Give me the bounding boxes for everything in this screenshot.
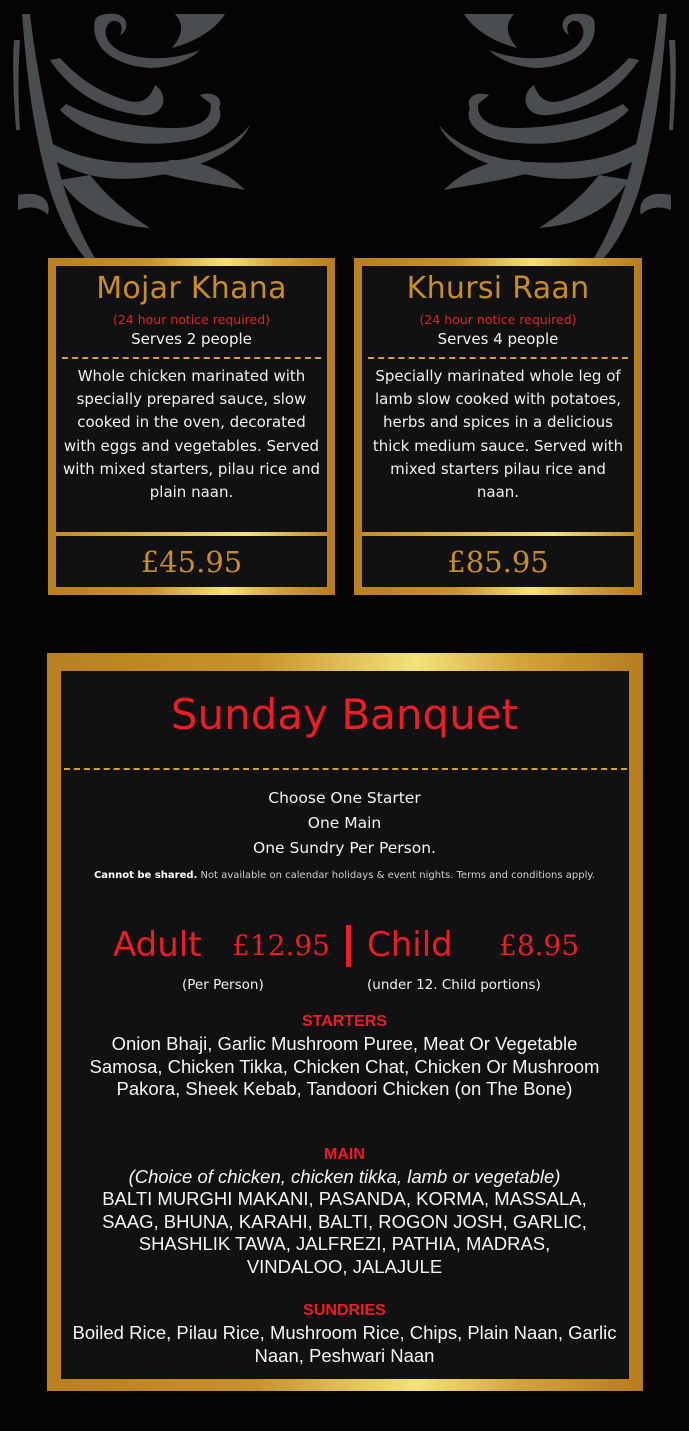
price-separator [346,925,351,967]
adult-price: £12.95 [232,929,330,962]
choose-line-3: One Sundry Per Person. [253,839,436,857]
section-heading-sundries: SUNDRIES [303,1302,386,1319]
dotted-divider [368,357,628,359]
section-body-sundries: Boiled Rice, Pilau Rice, Mushroom Rice, Chips, Plain Naan, Garlic Naan, Peshwari Naan [72,1322,617,1366]
banquet-title: Sunday Banquet [170,690,519,739]
adult-note: (Per Person) [182,977,264,993]
terms-rest: Not available on calendar holidays & event nights. Terms and conditions apply. [197,870,596,881]
dish-title: Mojar Khana [96,271,287,306]
section-heading-starters: STARTERS [301,1013,388,1030]
dish-price: £85.95 [447,545,549,579]
dish-card-khursi-raan [354,258,642,595]
section-note-main: (Choice of chicken, chicken tikka, lamb or vegetable) [128,1166,561,1187]
dotted-divider [62,357,321,359]
dotted-divider [64,768,627,770]
dish-title: Khursi Raan [406,271,590,306]
dish-description: Specially marinated whole leg of lamb slow cooked with potatoes, herbs and spices in a delicious thick medium sauce. Served with mixed starters pilau rice and naan. [372,367,624,502]
floral-flourish-icon [429,0,689,260]
notice-text: (24 hour notice required) [419,312,577,327]
child-note: (under 12. Child portions) [367,977,541,993]
terms-text [70,868,619,883]
serves-text: Serves 4 people [437,330,559,348]
gold-divider [56,532,327,536]
choose-line-2: One Main [307,814,382,832]
terms-bold: Cannot be shared. [93,870,198,881]
section-body-starters: Onion Bhaji, Garlic Mushroom Puree, Meat Or Vegetable Samosa, Chicken Tikka, Chicken Chat, Chicken Or Mushroom Pakora, Sheek Kebab, Tandoori Chicken (on The Bone) [89,1033,600,1099]
section-heading-main: MAIN [324,1146,365,1163]
section-body-main: BALTI MURGHI MAKANI, PASANDA, KORMA, MASSALA, SAAG, BHUNA, KARAHI, BALTI, ROGON JOSH, GARLIC, SHASHLIK TAWA, JALFREZI, PATHIA, MADRAS, VINDALOO, JALAJULE [102,1188,587,1277]
serves-text: Serves 2 people [131,330,252,348]
dish-description: Whole chicken marinated with specially prepared sauce, slow cooked in the oven, decorated with eggs and vegetables. Served with mixed starters, pilau rice and plain naan. [62,367,321,502]
gold-divider [362,532,634,536]
adult-label: Adult [113,925,202,965]
banquet-price-row [0,925,689,969]
child-price: £8.95 [499,929,580,962]
floral-flourish-icon [0,0,260,260]
child-label: Child [367,925,453,965]
notice-text: (24 hour notice required) [112,312,271,327]
dish-price: £45.95 [140,545,243,579]
dish-card-mojar-khana [48,258,335,595]
choose-line-1: Choose One Starter [268,789,421,807]
